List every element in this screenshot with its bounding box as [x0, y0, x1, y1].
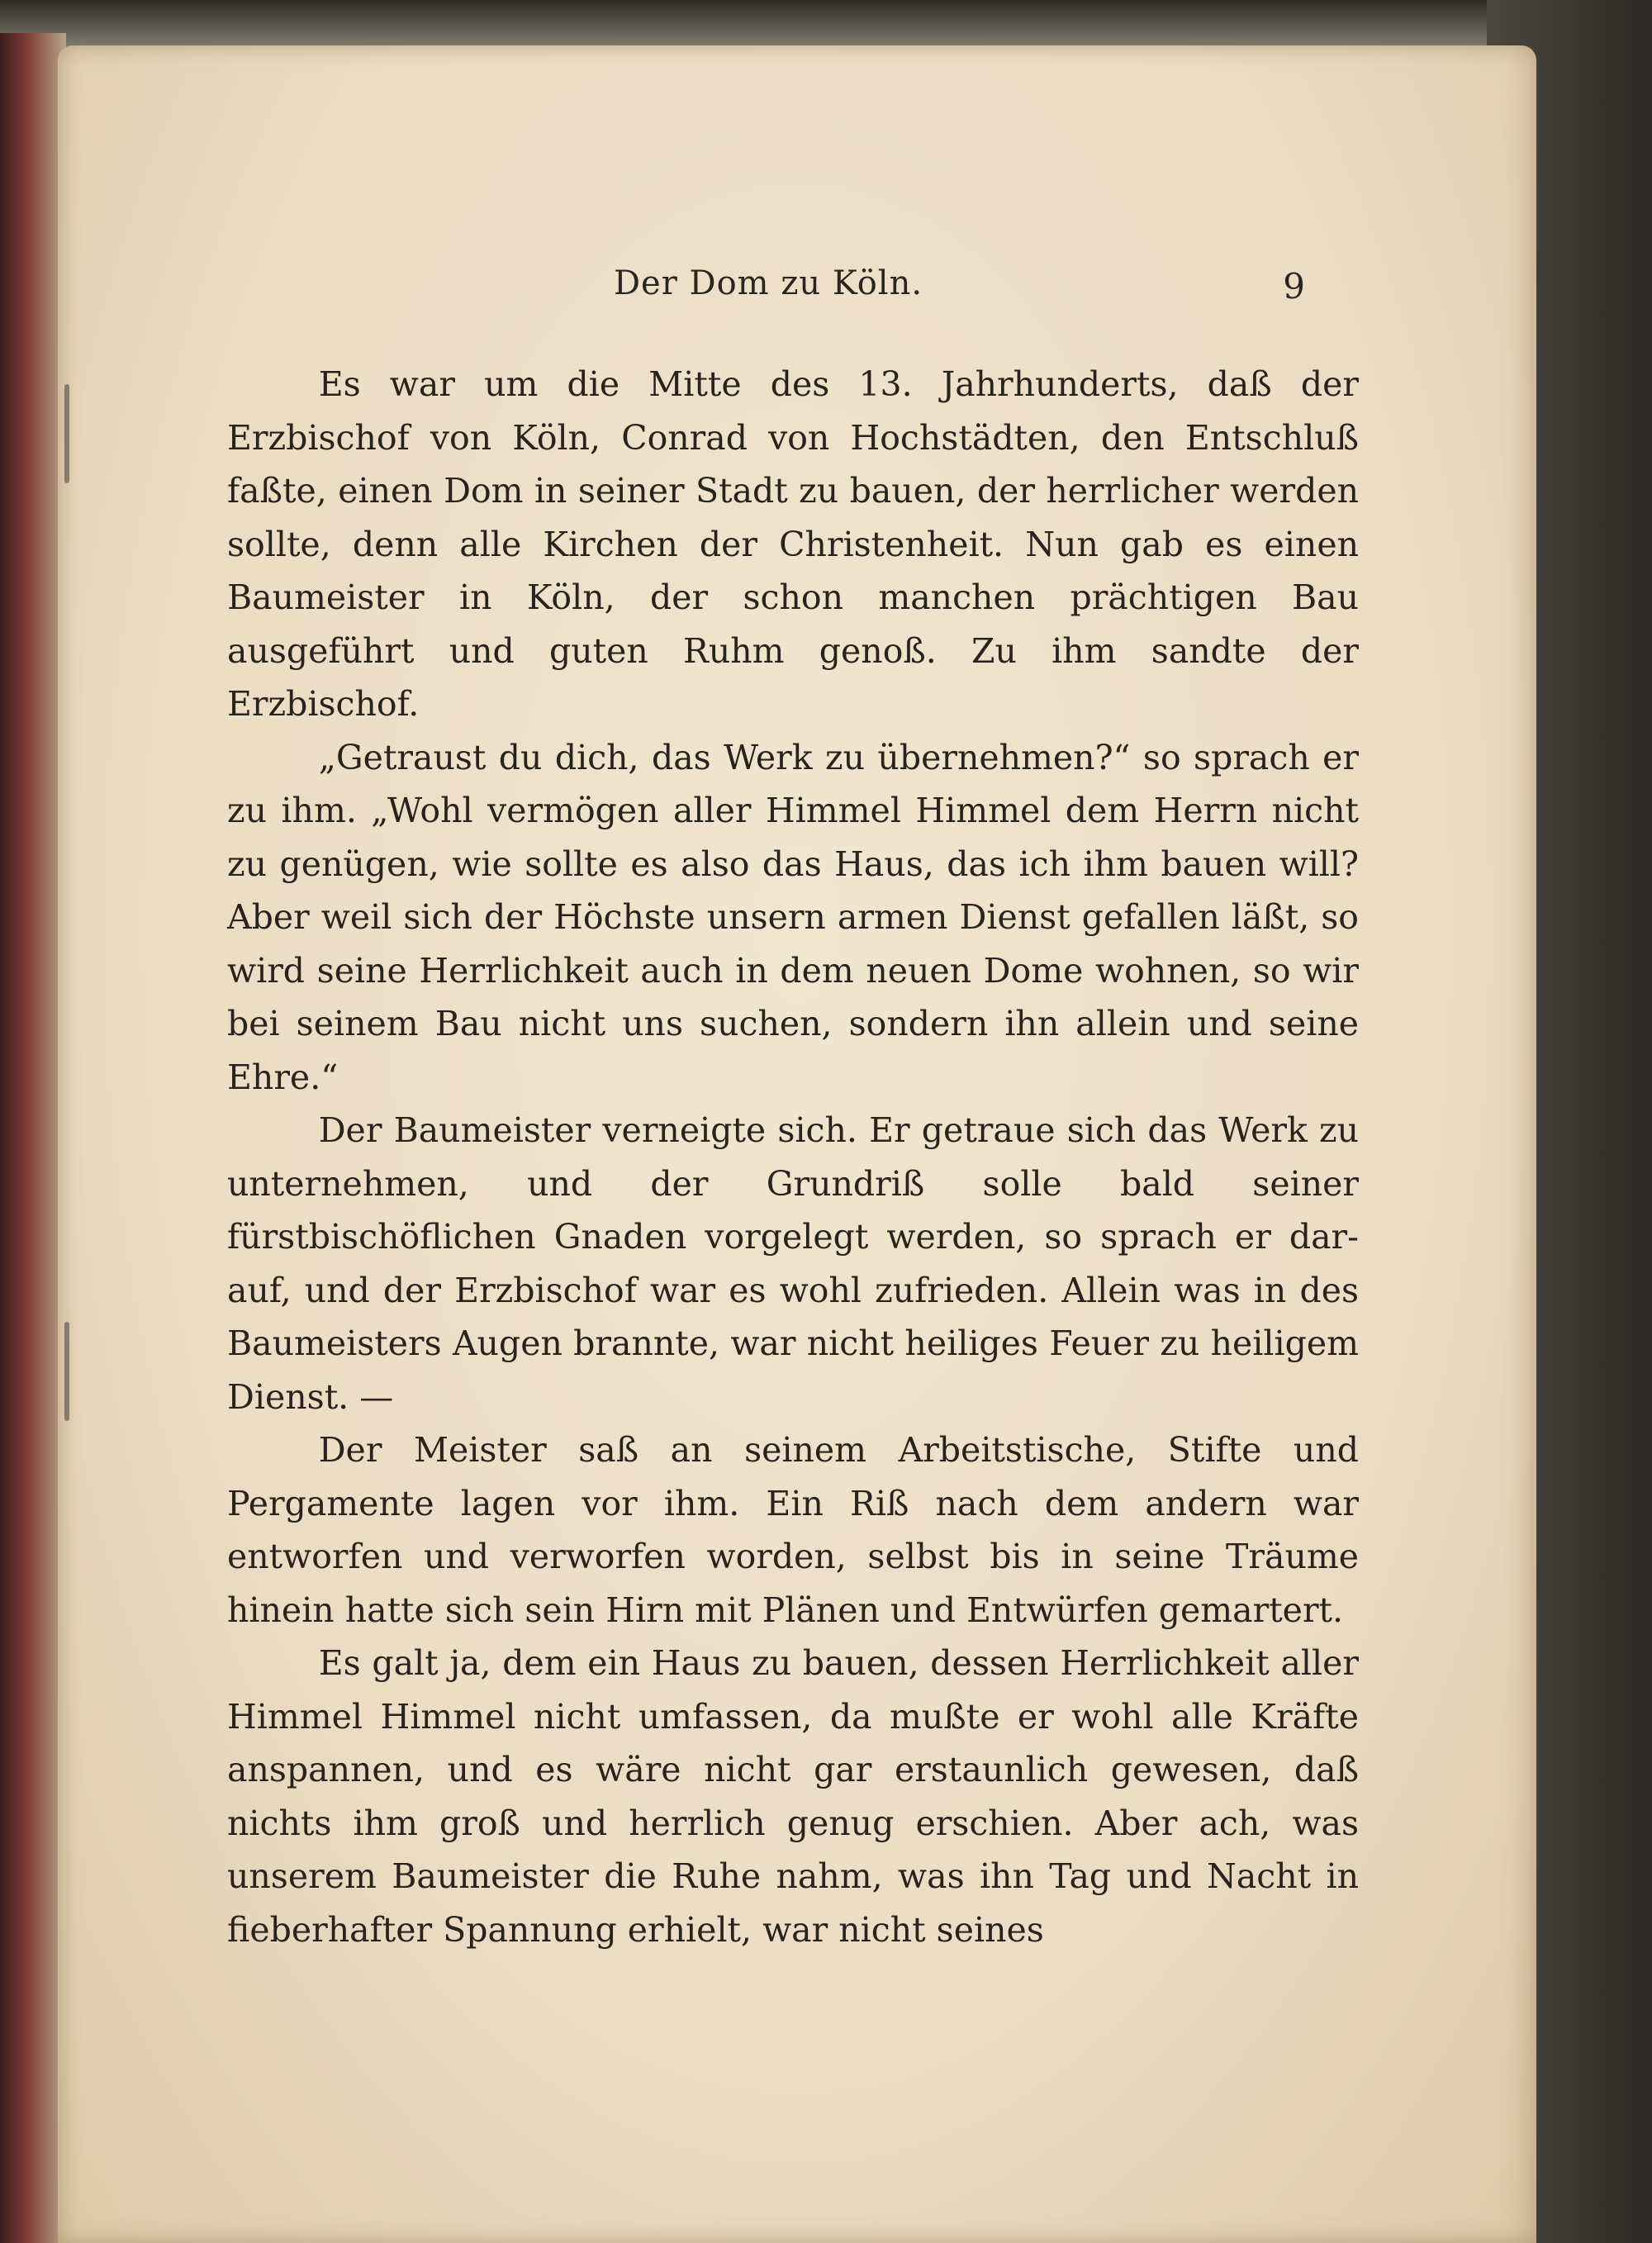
paragraph: Es war um die Mitte des 13. Jahrhunderts, daß der Erzbischof von Köln, Conrad von Hochstädten, den Entschluß faßte, einen Dom in seiner Stadt zu bauen, der herrlicher werden sollte, denn alle Kirchen der Christenheit. Nun gab es einen Baumeister in Köln, der schon manchen prächtigen Bau ausgeführt und guten Ruhm genoß. Zu ihm sandte der Erzbischof. [227, 364, 1359, 724]
book-page [58, 45, 1536, 2243]
paragraph: Der Meister saß an seinem Arbeitstische, Stifte und Pergamente lagen vor ihm. Ein Riß nach dem andern war entworfen und verworfen worden, selbst bis in seine Träume hinein hatte sich sein Hirn mit Plänen und Entwürfen gemartert. [227, 1430, 1359, 1630]
book-spine-edge [0, 33, 66, 2243]
running-title: Der Dom zu Köln. [613, 264, 923, 302]
paragraph: „Getraust du dich, das Werk zu übernehmen?“ so sprach er zu ihm. „Wohl vermögen aller Himmel Himmel dem Herrn nicht zu genügen, wie sollte es also das Haus, das ich ihm bauen will? Aber weil sich der Höchste unsern armen Dienst gefallen läßt, so wird seine Herrlichkeit auch in dem neuen Dome wohnen, so wir bei seinem Bau nicht uns suchen, sondern ihn allein und seine Ehre.“ [227, 737, 1359, 1097]
margin-mark [64, 1322, 69, 1421]
paragraph: Der Baumeister verneigte sich. Er getraue sich das Werk zu unternehmen, und der Grundriß solle bald seiner fürstbischöflichen Gnaden vorgelegt werden, so sprach er darauf, und der Erzbischof war es wohl zufrieden. Allein was in des Baumeisters Augen brannte, war nicht heiliges Feuer zu heiligem Dienst. — [227, 1110, 1359, 1417]
margin-mark [64, 384, 69, 483]
body-text [227, 358, 1359, 1956]
paragraph: Es galt ja, dem ein Haus zu bauen, dessen Herrlichkeit aller Himmel Himmel nicht umfassen, da mußte er wohl alle Kräfte anspannen, und es wäre nicht gar erstaunlich gewesen, daß nichts ihm groß und herrlich genug erschien. Aber ach, was unserem Baumeister die Ruhe nahm, was ihn Tag und Nacht in fieberhafter Spannung erhielt, war nicht seines [227, 1643, 1359, 1950]
page-number: 9 [1283, 266, 1305, 307]
page-header [58, 264, 1536, 322]
